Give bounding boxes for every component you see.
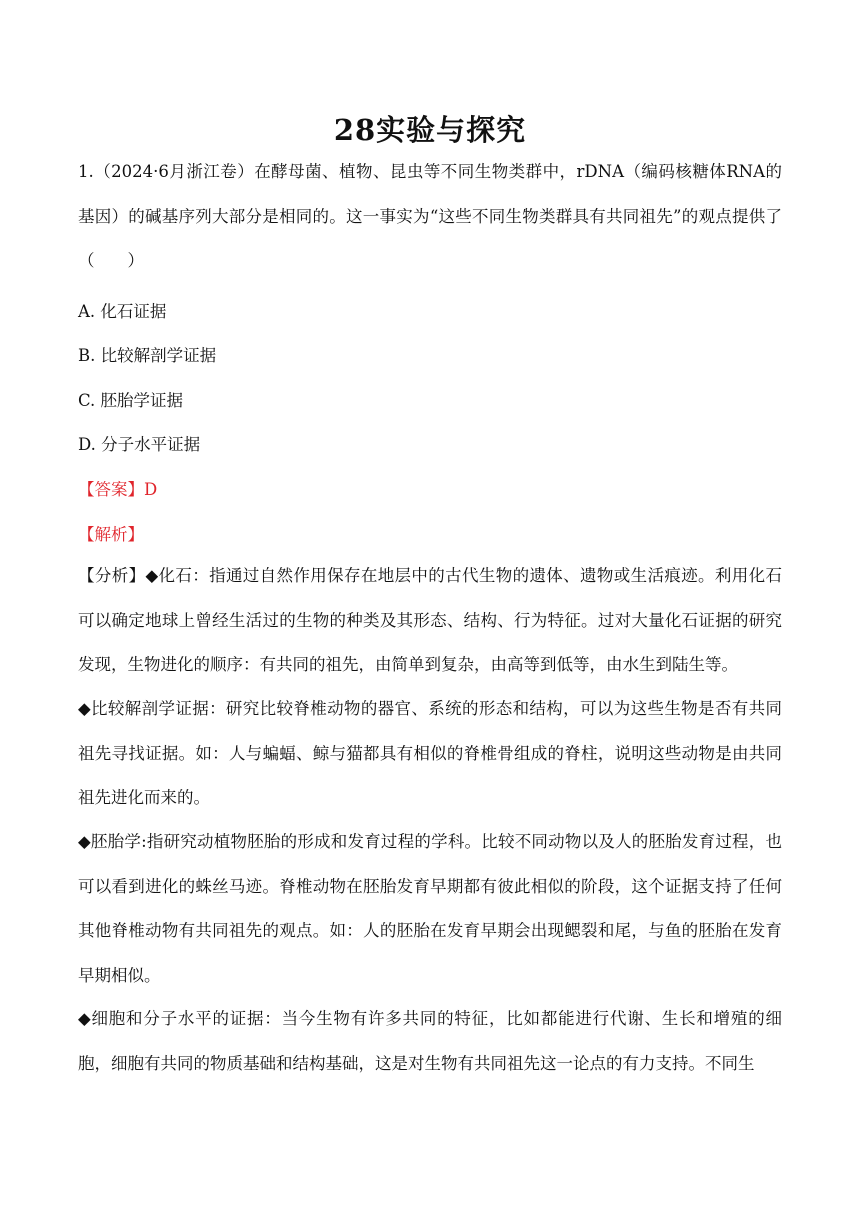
- analysis-sub-label: 【分析】: [78, 566, 146, 585]
- analysis-paragraph-embryology: ◆胚胎学:指研究动植物胚胎的形成和发育过程的学科。比较不同动物以及人的胚胎发育过程，也可以看到进化的蛛丝马迹。脊椎动物在胚胎发育早期都有彼此相似的阶段，这个证据支持了任何其他脊椎动物有共同祖先的观点。如：人的胚胎在发育早期会出现鳃裂和尾，与鱼的胚胎在发育早期相似。: [78, 832, 782, 985]
- answer-line: [78, 476, 157, 500]
- question-stem: 1.（2024·6月浙江卷）在酵母菌、植物、昆虫等不同生物类群中，rDNA（编码核糖体RNA的基因）的碱基序列大部分是相同的。这一事实为“这些不同生物类群具有共同祖先”的观点提供了（ ）: [78, 162, 782, 270]
- analysis-paragraph-fossil: [78, 554, 782, 688]
- option-b: B. 比较解剖学证据: [78, 346, 217, 365]
- option-d: D. 分子水平证据: [78, 435, 201, 454]
- analysis-paragraph-anatomy: ◆比较解剖学证据：研究比较脊椎动物的器官、系统的形态和结构，可以为这些生物是否有共同祖先寻找证据。如：人与蝙蝠、鲸与猫都具有相似的脊椎骨组成的脊柱，说明这些动物是由共同祖先进化而来的。: [78, 699, 782, 807]
- option-a: A. 化石证据: [78, 302, 167, 321]
- analysis-fossil-text: ◆化石：指通过自然作用保存在地层中的古代生物的遗体、遗物或生活痕迹。利用化石可以确定地球上曾经生活过的生物的种类及其形态、结构、行为特征。过对大量化石证据的研究发现，生物进化的顺序：有共同的祖先，由简单到复杂，由高等到低等，由水生到陆生等。: [78, 566, 782, 674]
- analysis-paragraph-molecular: ◆细胞和分子水平的证据：当今生物有许多共同的特征，比如都能进行代谢、生长和增殖的细胞，细胞有共同的物质基础和结构基础，这是对生物有共同祖先这一论点的有力支持。不同生: [78, 1009, 782, 1073]
- option-c: C. 胚胎学证据: [78, 391, 184, 410]
- answer-label: 【答案】: [78, 480, 144, 499]
- page-title: 28实验与探究: [333, 113, 527, 147]
- analysis-label: 【解析】: [78, 525, 144, 544]
- answer-value: D: [144, 480, 158, 499]
